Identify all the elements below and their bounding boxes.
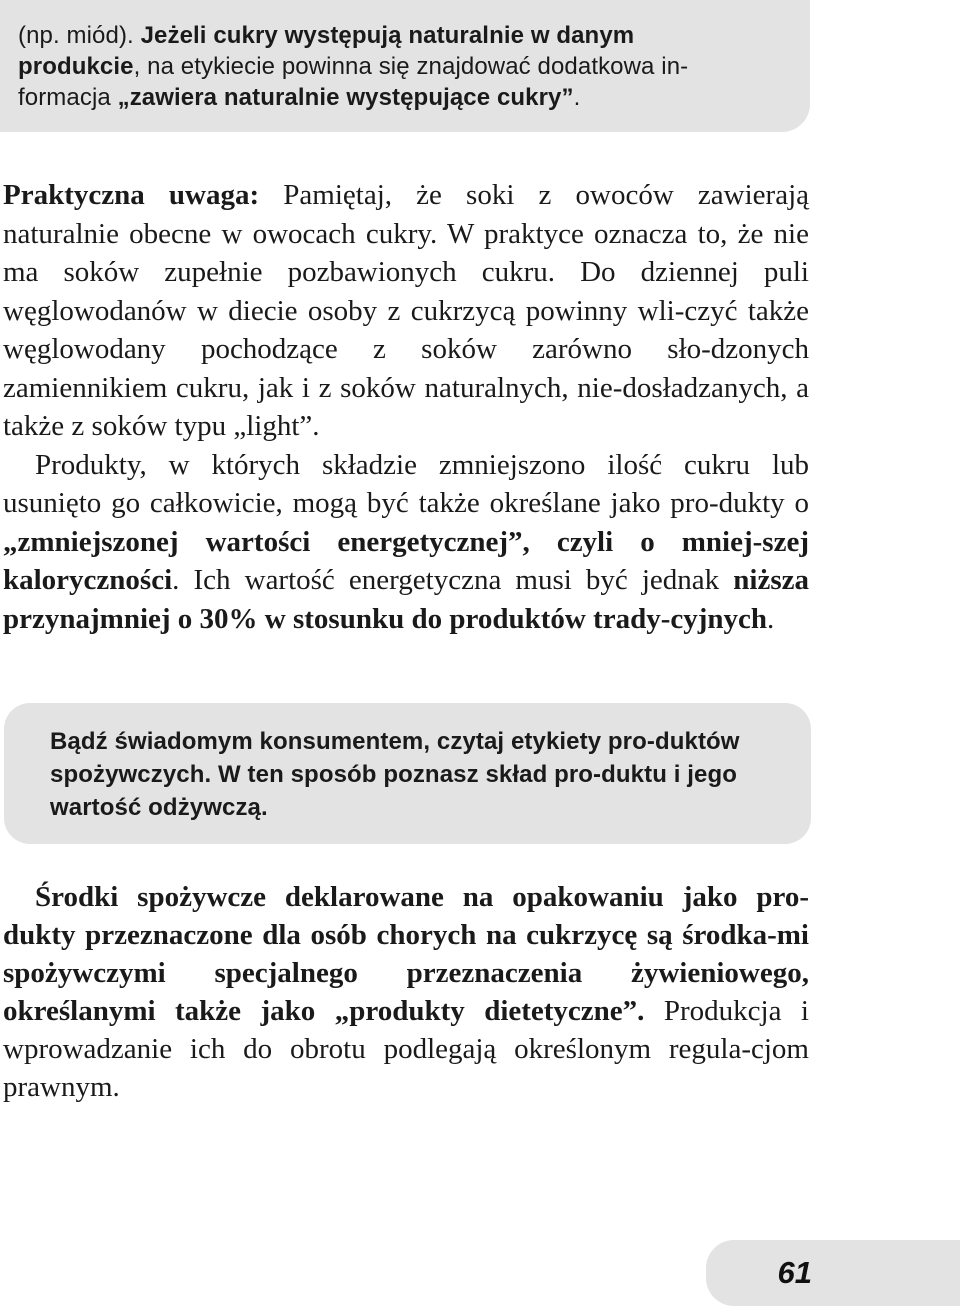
tip-text: Bądź świadomym konsumentem, czytaj etykiety pro-duktów spożywczych. W ten sposób poznasz skład pro-duktu i jego wartość odżywczą. — [50, 728, 740, 821]
page-number-tab — [706, 1240, 960, 1306]
page-number: 61 — [777, 1255, 812, 1290]
practical-note-paragraph: Praktyczna uwaga: Pamiętaj, że soki z owoców zawierają naturalnie obecne w owocach cukry. W praktyce oznacza to, że nie ma soków zupełnie pozbawionych cukru. Do dziennej puli węglowodanów w diecie osoby z cukrzycą powinny wli-czyć także węglowodany pochodzące z soków zarówno sło-dzonych zamiennikiem cukru, jak i z soków naturalnych, nie-dosładzanych, a także z soków typu „light”. Produkty, w których składzie zmniejszono ilość cukru lub usunięto go całkowicie, mogą być także określane jako pro-dukty o „zmniejszonej wartości energetycznej”, czyli o mniej-szej kaloryczności. Ich wartość energetyczna musi być jednak niższa przynajmniej o 30% w stosunku do produktów trady-cyjnych. — [3, 179, 810, 635]
tip-box — [4, 703, 811, 844]
dietary-foods-paragraph: Środki spożywcze deklarowane na opakowaniu jako pro-dukty przeznaczone dla osób chorych na cukrzycę są środka-mi spożywczymi specjalnego przeznaczenia żywieniowego, określanymi także jako „produkty dietetyczne”. Produkcja i wprowadzanie ich do obrotu podlegają określonym regula-cjom prawnym. — [3, 881, 809, 1103]
note-box — [0, 0, 810, 132]
note-text: (np. miód). Jeżeli cukry występują naturalnie w danym produkcie, na etykiecie powinna się znajdować dodatkowa in- formacja „zawiera naturalnie występujące cukry”. — [18, 22, 689, 111]
practical-note-label: Praktyczna uwaga: — [3, 179, 260, 211]
